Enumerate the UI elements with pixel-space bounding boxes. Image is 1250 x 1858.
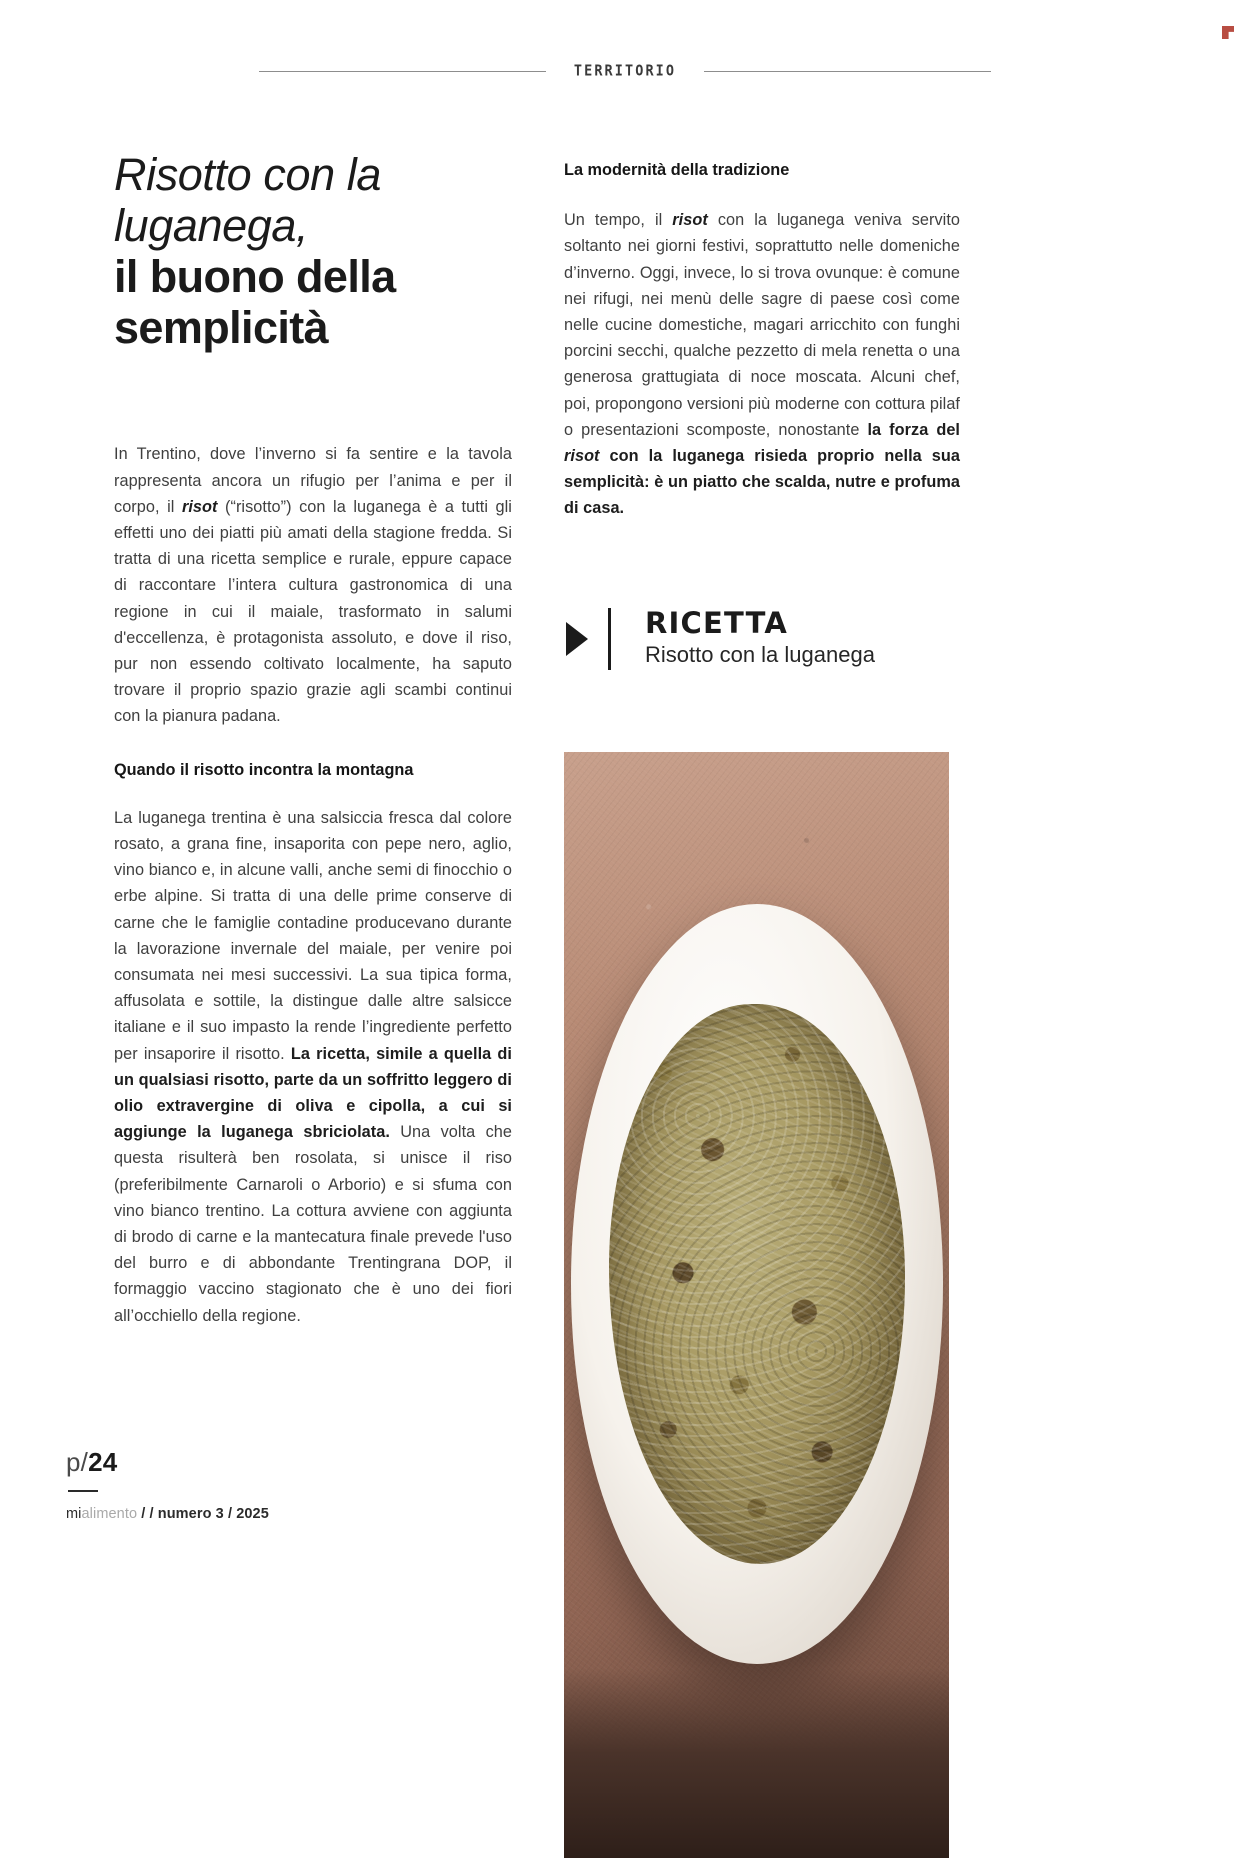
right-p1-emph-risot: risot: [672, 211, 708, 230]
left-p1-part2: (“risotto”) con la luganega è a tutti gli effetti uno dei piatti più amati della stagione fredda. Si tratta di una ricetta semplice e rurale, eppure capace di raccontare l’intera cultura gastronomica di una regione in cui il maiale, trasformato in salumi d'eccellenza, è protagonista assoluto, e dove il riso, pur non essendo coltivato localmente, ha saputo trovare il proprio spazio grazie agli scambi continui con la pianura padana.: [114, 497, 512, 726]
folio-number: 24: [88, 1447, 118, 1477]
page-title-line-bold: il buono della semplicità: [114, 250, 396, 353]
left-p1-emph-risot: risot: [181, 497, 218, 516]
recipe-callout: [564, 605, 960, 670]
folio-prefix: p/: [66, 1447, 89, 1477]
corner-mark-icon: [1222, 26, 1234, 39]
brand-mi: mi: [66, 1506, 82, 1522]
photo-table-shadow: [564, 1668, 949, 1858]
right-p1-bold-emph-risot: risot: [564, 447, 600, 465]
right-p1-bold-part1: la forza del: [867, 420, 960, 439]
right-paragraph-1: [564, 207, 960, 521]
folio: [66, 1447, 396, 1478]
right-column: [564, 160, 960, 670]
right-p1-bold-part2: con la luganega risieda proprio nella sua semplicità: è un piatto che scalda, nutre e profuma di casa.: [564, 447, 960, 518]
running-head-rule-right: [704, 71, 991, 72]
left-p2-bold: La ricetta, simile a quella di un qualsiasi risotto, parte da un soffritto leggero di olio extravergine di oliva e cipolla, a cui si aggiunge la luganega sbriciolata.: [114, 1044, 512, 1142]
right-p1-part2: con la luganega veniva servito soltanto nei giorni festivi, soprattutto nelle domeniche d’inverno. Oggi, invece, lo si trova ovunque: è comune nei rifugi, nei menù delle sagre di paese così come nelle cucine domestiche, magari arricchito con funghi porcini secchi, qualche pezzetto di mela renetta o una generosa grattugiata di noce moscata. Alcuni chef, poi, propongono versioni più moderne con cottura pilaf o presentazioni scomposte, nonostante: [564, 211, 960, 439]
recipe-title: Risotto con la luganega: [645, 642, 875, 668]
running-head: [66, 56, 1184, 86]
left-column: [114, 150, 512, 1351]
risotto-photo: [564, 752, 949, 1858]
left-p2-part1: La luganega trentina è una salsiccia fresca dal colore rosato, a grana fine, insaporita con pepe nero, aglio, vino bianco e, in alcune valli, anche semi di finocchio o erbe alpine. Si tratta di una delle prime conserve di carne che le famiglie contadine producevano durante la lavorazione invernale del maiale, per venire poi consumata nei mesi successivi. La sua tipica forma, affusolata e sottile, la distingue dalle altre salsicce italiane e il suo impasto la rende l’ingrediente perfetto per insaporire il risotto.: [114, 808, 512, 1063]
page-footer: [66, 1447, 396, 1522]
running-head-rule-left: [259, 71, 546, 72]
left-p1-part1: In Trentino, dove l’inverno si fa sentire e la tavola rappresenta ancora un rifugio per l’anima e per il corpo, il: [114, 445, 512, 516]
left-paragraph-1: [114, 441, 512, 729]
right-p1-part1: Un tempo, il: [564, 211, 673, 230]
left-paragraph-2: [114, 805, 512, 1329]
page-title: [114, 150, 512, 353]
section-label: TERRITORIO: [573, 62, 677, 80]
page-title-line-italic: Risotto con la luganega,: [114, 149, 382, 251]
right-subheading: La modernità della tradizione: [564, 161, 790, 179]
colophon: [66, 1506, 396, 1522]
recipe-kicker: RICETTA: [645, 605, 789, 640]
left-p2-part2: Una volta che questa risulterà ben rosolata, si unisce il riso (preferibilmente Carnaroli o Arborio) e si sfuma con vino bianco trentino. La cottura avviene con aggiunta di brodo di carne e la mantecatura finale prevede l'uso del burro e di abbondante Trentingrana DOP, il formaggio vaccino stagionato che è uno dei fiori all’occhiello della regione.: [114, 1123, 512, 1325]
footer-rule: [68, 1490, 98, 1492]
brand-alimento: alimento: [81, 1506, 138, 1522]
recipe-callout-bar: [608, 608, 611, 670]
left-subheading: Quando il risotto incontra la montagna: [114, 760, 414, 779]
issue-meta: / / numero 3 / 2025: [137, 1506, 269, 1522]
play-triangle-icon: [566, 622, 588, 656]
recipe-callout-text: [631, 605, 875, 670]
